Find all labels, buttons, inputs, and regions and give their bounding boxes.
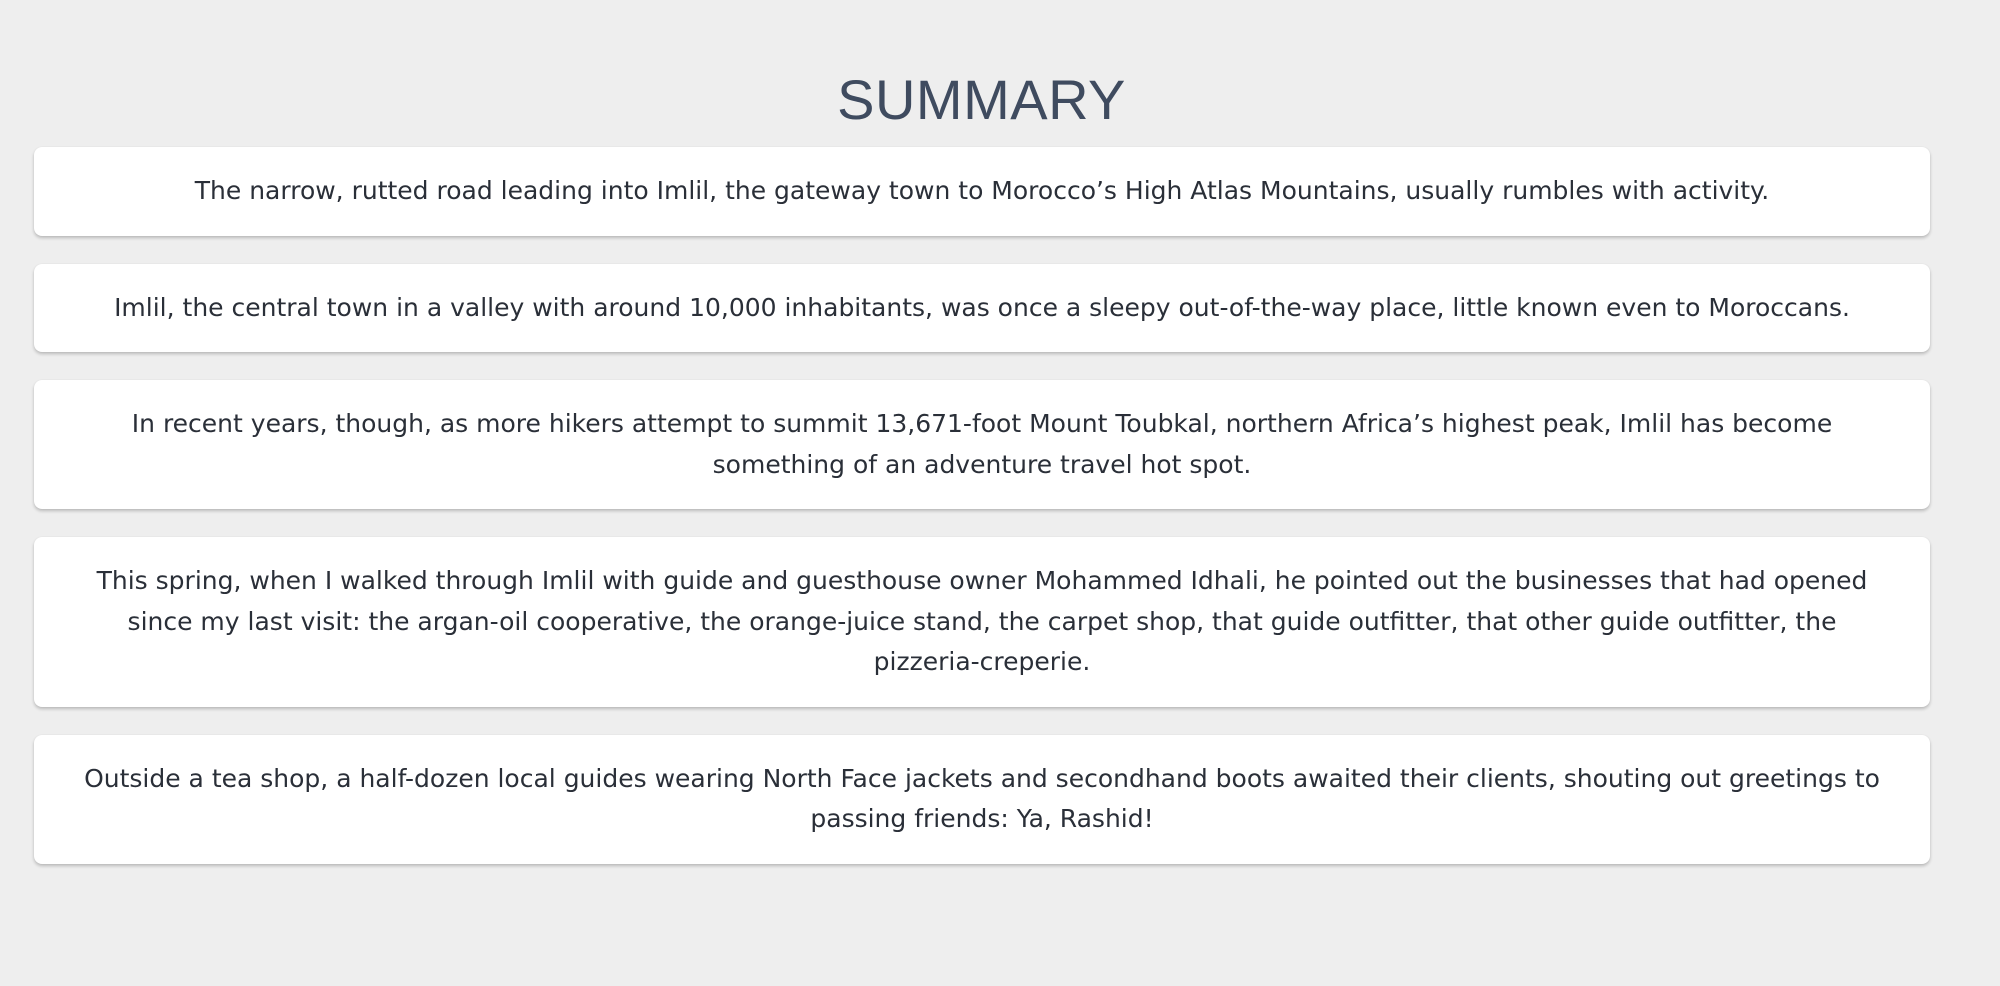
summary-card-text: Imlil, the central town in a valley with around 10,000 inhabitants, was once a sleepy out-of-the-way place, little known even to Moroccans. (114, 292, 1850, 322)
summary-card-text: In recent years, though, as more hikers attempt to summit 13,671-foot Mount Toubkal, northern Africa’s highest peak, Imlil has become something of an adventure travel hot spot. (131, 409, 1833, 479)
summary-card-text: This spring, when I walked through Imlil with guide and guesthouse owner Mohammed Idhali, he pointed out the businesses that had opened since my last visit: the argan-oil cooperative, the orange-juice stand, the carpet shop, that guide outfitter, that other guide outfitter, the pizzeria-creperie. (96, 566, 1868, 676)
summary-card (34, 264, 1930, 353)
page-title: SUMMARY (837, 67, 1126, 131)
summary-card (34, 380, 1930, 509)
summary-card (34, 735, 1930, 864)
summary-card (34, 147, 1930, 236)
summary-card-text: The narrow, rutted road leading into Imlil, the gateway town to Morocco’s High Atlas Mountains, usually rumbles with activity. (194, 176, 1770, 205)
summary-card-text: Outside a tea shop, a half-dozen local guides wearing North Face jackets and secondhand boots awaited their clients, shouting out greetings to passing friends: Ya, Rashid! (84, 763, 1880, 833)
summary-card-list (34, 147, 1930, 892)
summary-card (34, 537, 1930, 707)
